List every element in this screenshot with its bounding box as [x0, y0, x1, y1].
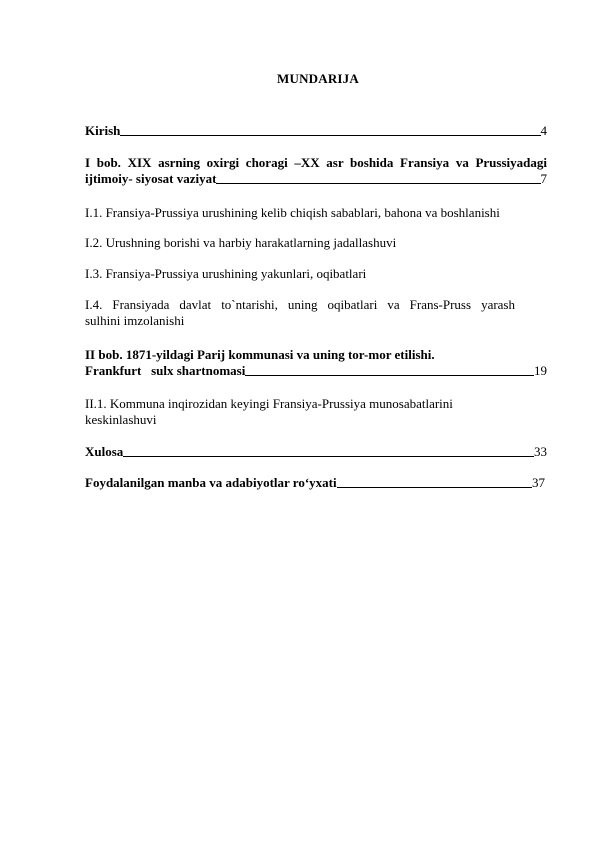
dotted-leader	[216, 183, 540, 184]
dotted-leader	[120, 135, 540, 136]
dotted-leader	[245, 375, 534, 376]
toc-entry-label-line-1: II.1. Kommuna inqirozidan keyingi Fransiya-Prussiya munosabatlarini	[85, 396, 453, 411]
toc-entry-section-2-1[interactable]	[85, 396, 547, 428]
toc-page-number: 19	[534, 363, 547, 378]
toc-page-number: 37	[532, 475, 545, 490]
dotted-leader	[123, 456, 534, 457]
toc-entry-section-1-3[interactable]	[85, 266, 547, 282]
page-title: MUNDARIJA	[277, 71, 359, 86]
toc-entry-label-line-2: Frankfurt sulx shartnomasi	[85, 363, 246, 378]
toc-entry-label-line-2: ijtimoiy- siyosat vaziyat	[85, 171, 217, 186]
toc-entry-label: I.2. Urushning borishi va harbiy harakatlarning jadallashuvi	[85, 235, 397, 250]
dotted-leader	[337, 487, 532, 488]
toc-entry-label: Kirish	[85, 123, 121, 138]
toc-entry-label-line-2: keskinlashuvi	[85, 412, 157, 427]
toc-entry-label: Xulosa	[85, 444, 124, 459]
toc-entry-label-line-1: I bob. XIX asrning oxirgi choragi –XX asr boshida Fransiya va Prussiyadagi	[85, 155, 547, 170]
toc-entry-label-line-2: sulhini imzolanishi	[85, 313, 185, 328]
toc-entry-label: Foydalanilgan manba va adabiyotlar ro‘yxati	[85, 475, 337, 490]
toc-entry-label: I.3. Fransiya-Prussiya urushining yakunlari, oqibatlari	[85, 266, 367, 281]
toc-entry-bob-1[interactable]	[85, 155, 547, 187]
toc-page-number: 33	[534, 444, 547, 459]
toc-entry-section-1-1[interactable]	[85, 205, 547, 221]
toc-page-number: 7	[540, 171, 547, 186]
toc-entry-section-1-4[interactable]	[85, 297, 515, 329]
toc-entry-xulosa[interactable]	[85, 444, 547, 460]
toc-entry-bob-2[interactable]	[85, 347, 547, 379]
toc-entry-label-line-1: II bob. 1871-yildagi Parij kommunasi va uning tor-mor etilishi.	[85, 347, 435, 362]
toc-entry-adabiyotlar[interactable]	[85, 475, 545, 491]
toc-entry-section-1-2[interactable]	[85, 235, 547, 251]
toc-entry-label: I.1. Fransiya-Prussiya urushining kelib chiqish sabablari, bahona va boshlanishi	[85, 205, 500, 220]
toc-entry-label-line-1: I.4. Fransiyada davlat to`ntarishi, uning oqibatlari va Frans-Pruss yarash	[85, 297, 515, 312]
toc-page-number: 4	[540, 123, 547, 138]
toc-entry-kirish[interactable]	[85, 123, 547, 139]
